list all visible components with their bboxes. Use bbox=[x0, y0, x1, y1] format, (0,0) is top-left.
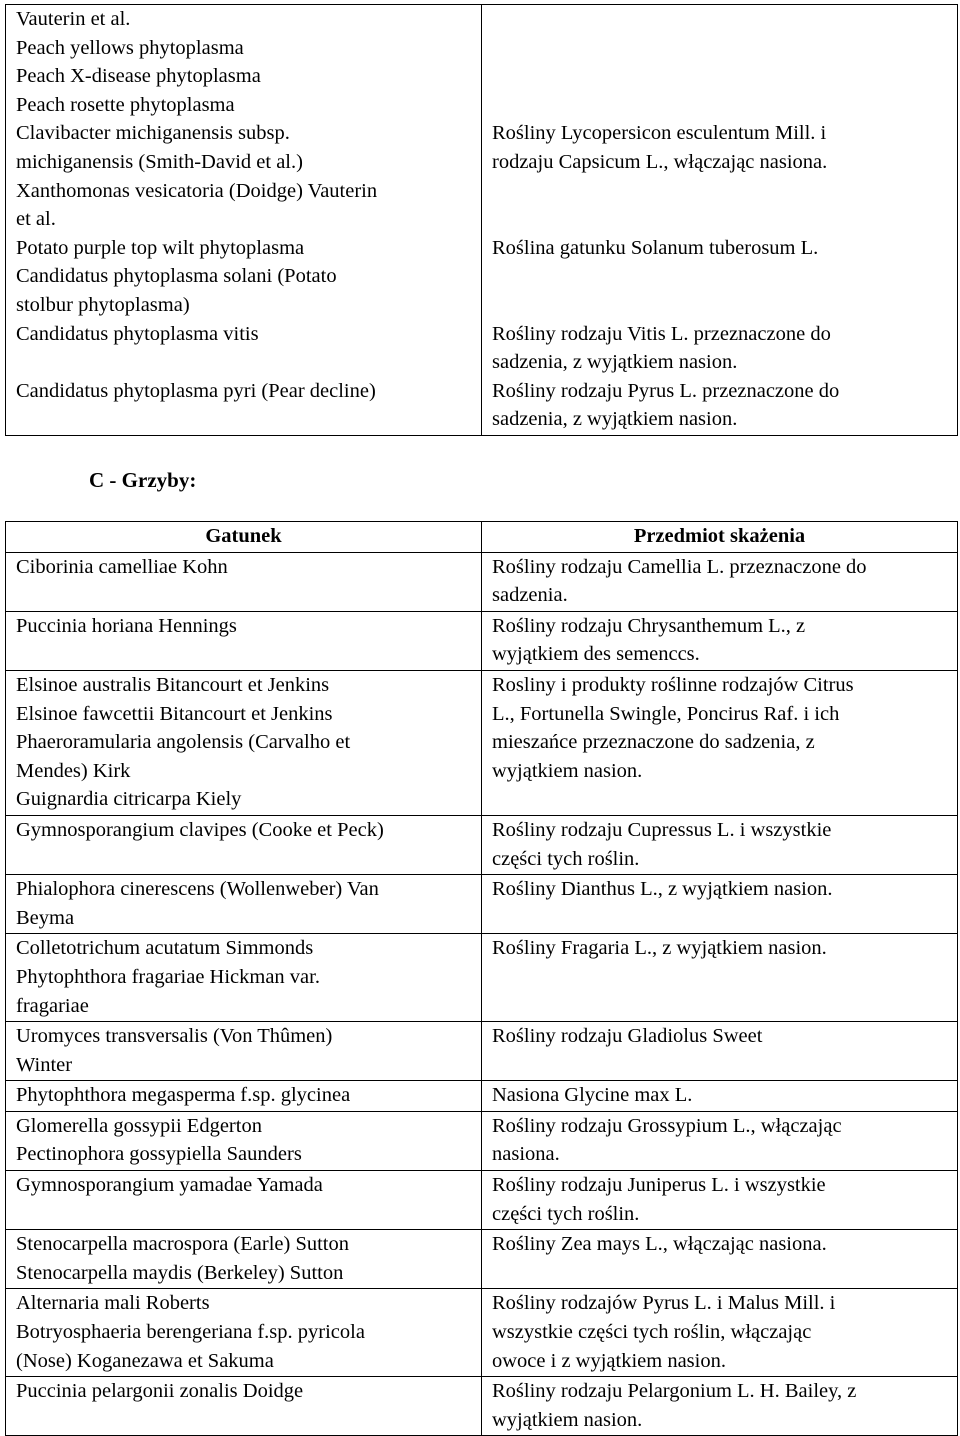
species-line: Potato purple top wilt phytoplasma bbox=[16, 236, 305, 259]
species-line: Phytophthora megasperma f.sp. glycinea bbox=[16, 1084, 351, 1107]
species-line: Pectinophora gossypiella Saunders bbox=[16, 1143, 302, 1166]
table-row bbox=[6, 1230, 958, 1289]
species-line: Puccinia pelargonii zonalis Doidge bbox=[16, 1380, 304, 1403]
species-line: fragariae bbox=[16, 994, 89, 1017]
species-line: et al. bbox=[16, 208, 56, 231]
contamination-line: Roślina gatunku Solanum tuberosum L. bbox=[492, 236, 819, 259]
species-cell bbox=[6, 611, 482, 670]
species-line: Stenocarpella maydis (Berkeley) Sutton bbox=[16, 1261, 344, 1284]
header-przedmiot: Przedmiot skażenia bbox=[633, 525, 806, 547]
contamination-line: Nasiona Glycine max L. bbox=[492, 1084, 693, 1107]
contamination-line: owoce i z wyjątkiem nasion. bbox=[492, 1349, 726, 1372]
contamination-cell bbox=[482, 611, 958, 670]
table-row bbox=[6, 875, 958, 934]
species-line: Alternaria mali Roberts bbox=[16, 1292, 210, 1315]
species-line: Gymnosporangium clavipes (Cooke et Peck) bbox=[16, 818, 384, 841]
contamination-line bbox=[492, 5, 947, 34]
contamination-cell bbox=[482, 815, 958, 874]
contamination-line: sadzenia, z wyjątkiem nasion. bbox=[492, 351, 738, 374]
contamination-cell bbox=[482, 552, 958, 611]
contamination-cell bbox=[482, 1377, 958, 1436]
contamination-line: sadzenia, z wyjątkiem nasion. bbox=[492, 408, 738, 431]
contamination-cell bbox=[482, 1081, 958, 1112]
table-row bbox=[6, 1022, 958, 1081]
top-table bbox=[5, 4, 958, 436]
species-line: michiganensis (Smith-David et al.) bbox=[16, 150, 303, 173]
contamination-line: Rośliny rodzaju Gladiolus Sweet bbox=[492, 1025, 763, 1048]
contamination-line bbox=[492, 62, 947, 91]
species-line: Peach X-disease phytoplasma bbox=[16, 65, 261, 88]
contamination-line: Rośliny rodzaju Pelargonium L. H. Bailey, z bbox=[492, 1380, 857, 1403]
species-line: Puccinia horiana Hennings bbox=[16, 614, 237, 637]
species-cell bbox=[6, 5, 482, 436]
species-cell bbox=[6, 1081, 482, 1112]
contamination-line: Rośliny rodzaju Vitis L. przeznaczone do bbox=[492, 322, 831, 345]
table-row bbox=[6, 815, 958, 874]
contamination-line: Rośliny rodzaju Pyrus L. przeznaczone do bbox=[492, 379, 840, 402]
species-line: Ciborinia camelliae Kohn bbox=[16, 555, 228, 578]
species-cell bbox=[6, 875, 482, 934]
species-cell bbox=[6, 552, 482, 611]
header-gatunek: Gatunek bbox=[205, 525, 282, 547]
contamination-line: wyjątkiem des semenccs. bbox=[492, 643, 700, 666]
species-line: Vauterin et al. bbox=[16, 8, 131, 30]
table-row bbox=[6, 552, 958, 611]
contamination-cell bbox=[482, 5, 958, 436]
table-row bbox=[6, 5, 958, 436]
header-cell-species bbox=[6, 522, 482, 553]
contamination-line: wyjątkiem nasion. bbox=[492, 759, 643, 782]
species-line: Elsinoe fawcettii Bitancourt et Jenkins bbox=[16, 702, 333, 725]
table-row bbox=[6, 1171, 958, 1230]
species-cell bbox=[6, 670, 482, 815]
species-line: Guignardia citricarpa Kiely bbox=[16, 788, 242, 811]
species-line bbox=[16, 348, 471, 377]
species-cell bbox=[6, 934, 482, 1022]
contamination-line: Rośliny rodzaju Grossypium L., włączając bbox=[492, 1114, 842, 1137]
contamination-line bbox=[492, 205, 947, 234]
contamination-line: sadzenia. bbox=[492, 584, 568, 607]
contamination-line bbox=[492, 34, 947, 63]
species-line: Elsinoe australis Bitancourt et Jenkins bbox=[16, 673, 330, 696]
species-line: Colletotrichum acutatum Simmonds bbox=[16, 937, 314, 960]
species-line: Glomerella gossypii Edgerton bbox=[16, 1114, 262, 1137]
species-line: Botryosphaeria berengeriana f.sp. pyricola bbox=[16, 1321, 365, 1344]
species-line: Clavibacter michiganensis subsp. bbox=[16, 122, 290, 145]
species-line: Peach rosette phytoplasma bbox=[16, 93, 235, 116]
species-line: Gymnosporangium yamadae Yamada bbox=[16, 1174, 323, 1197]
fungi-table bbox=[5, 521, 958, 1436]
table-row bbox=[6, 1289, 958, 1377]
contamination-cell bbox=[482, 670, 958, 815]
species-line: Uromyces transversalis (Von Thûmen) bbox=[16, 1025, 333, 1048]
species-line: Peach yellows phytoplasma bbox=[16, 36, 244, 59]
contamination-line: nasiona. bbox=[492, 1143, 560, 1166]
contamination-line bbox=[492, 91, 947, 120]
contamination-line: L., Fortunella Swingle, Poncirus Raf. i ich bbox=[492, 702, 840, 725]
species-cell bbox=[6, 1171, 482, 1230]
contamination-line: Rośliny Zea mays L., włączając nasiona. bbox=[492, 1233, 827, 1256]
contamination-cell bbox=[482, 1111, 958, 1170]
species-line: Stenocarpella macrospora (Earle) Sutton bbox=[16, 1233, 349, 1256]
contamination-cell bbox=[482, 1171, 958, 1230]
species-line: Winter bbox=[16, 1053, 73, 1076]
contamination-line: rodzaju Capsicum L., włączając nasiona. bbox=[492, 150, 828, 173]
table-row bbox=[6, 1111, 958, 1170]
species-cell bbox=[6, 1022, 482, 1081]
contamination-cell bbox=[482, 1230, 958, 1289]
species-line: (Nose) Koganezawa et Sakuma bbox=[16, 1349, 274, 1372]
species-cell bbox=[6, 1377, 482, 1436]
contamination-cell bbox=[482, 875, 958, 934]
species-cell bbox=[6, 1111, 482, 1170]
table-row bbox=[6, 934, 958, 1022]
contamination-line: Rośliny Fragaria L., z wyjątkiem nasion. bbox=[492, 937, 827, 960]
contamination-line: części tych roślin. bbox=[492, 1202, 640, 1225]
species-line: Xanthomonas vesicatoria (Doidge) Vauterin bbox=[16, 179, 378, 202]
contamination-line: mieszańce przeznaczone do sadzenia, z bbox=[492, 731, 815, 754]
contamination-line: Rośliny rodzaju Camellia L. przeznaczone do bbox=[492, 555, 867, 578]
contamination-cell bbox=[482, 1289, 958, 1377]
species-cell bbox=[6, 1230, 482, 1289]
table-row bbox=[6, 1377, 958, 1436]
contamination-line: wyjątkiem nasion. bbox=[492, 1408, 643, 1431]
contamination-line: Rosliny i produkty roślinne rodzajów Citrus bbox=[492, 673, 854, 696]
species-line: Mendes) Kirk bbox=[16, 759, 131, 782]
contamination-line bbox=[492, 291, 947, 320]
contamination-line: Rośliny rodzajów Pyrus L. i Malus Mill. i bbox=[492, 1292, 836, 1315]
contamination-line: Rośliny Lycopersicon esculentum Mill. i bbox=[492, 122, 827, 145]
contamination-line: części tych roślin. bbox=[492, 847, 640, 870]
species-line: Candidatus phytoplasma vitis bbox=[16, 322, 259, 345]
contamination-line: Rośliny rodzaju Juniperus L. i wszystkie bbox=[492, 1174, 826, 1197]
table-row bbox=[6, 1081, 958, 1112]
header-cell-contamination bbox=[482, 522, 958, 553]
species-line: Phytophthora fragariae Hickman var. bbox=[16, 965, 320, 988]
contamination-line: Rośliny Dianthus L., z wyjątkiem nasion. bbox=[492, 878, 833, 901]
species-line: stolbur phytoplasma) bbox=[16, 293, 190, 316]
contamination-line bbox=[492, 262, 947, 291]
table-row bbox=[6, 611, 958, 670]
species-line: Phialophora cinerescens (Wollenweber) Van bbox=[16, 878, 379, 901]
contamination-cell bbox=[482, 1022, 958, 1081]
table-row bbox=[6, 670, 958, 815]
table-header-row bbox=[6, 522, 958, 553]
contamination-line bbox=[492, 177, 947, 206]
contamination-line: Rośliny rodzaju Cupressus L. i wszystkie bbox=[492, 818, 832, 841]
species-line: Phaeroramularia angolensis (Carvalho et bbox=[16, 731, 351, 754]
contamination-cell bbox=[482, 934, 958, 1022]
contamination-line: Rośliny rodzaju Chrysanthemum L., z bbox=[492, 614, 806, 637]
species-line: Candidatus phytoplasma pyri (Pear decline) bbox=[16, 379, 376, 402]
contamination-line: wszystkie części tych roślin, włączając bbox=[492, 1321, 812, 1344]
species-cell bbox=[6, 815, 482, 874]
species-line: Candidatus phytoplasma solani (Potato bbox=[16, 265, 337, 288]
species-line: Beyma bbox=[16, 906, 75, 929]
section-heading: C - Grzyby: bbox=[89, 468, 197, 492]
species-cell bbox=[6, 1289, 482, 1377]
